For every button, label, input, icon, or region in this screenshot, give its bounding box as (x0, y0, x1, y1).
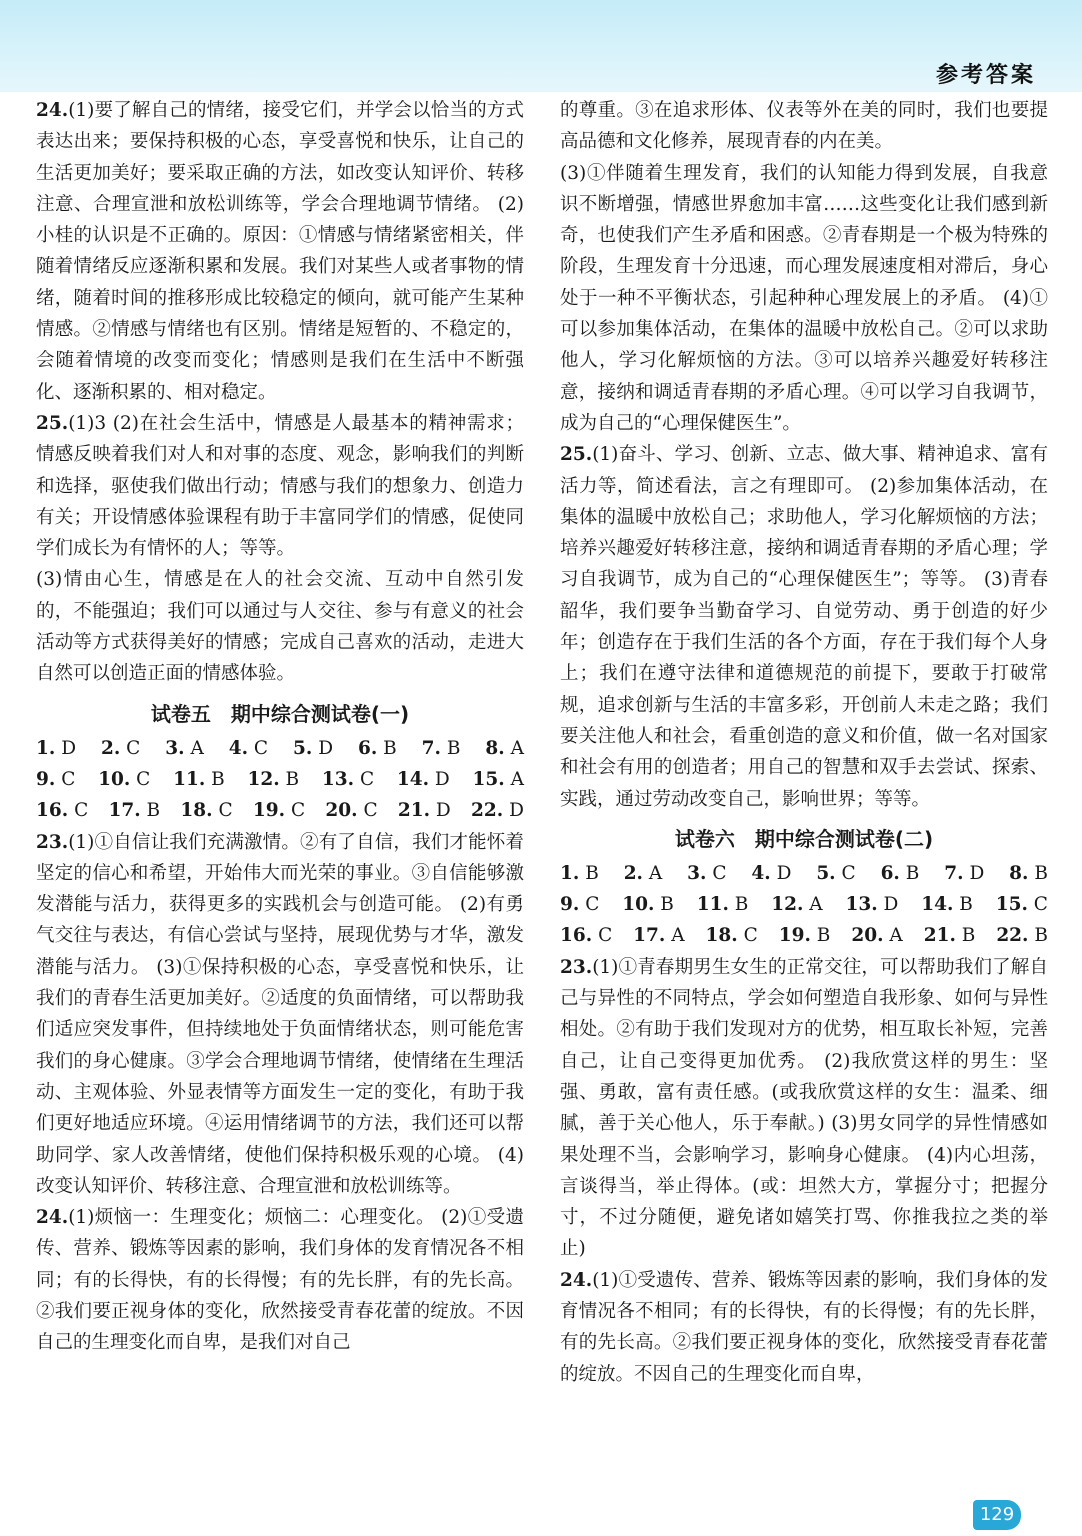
choice-answer (697, 889, 749, 920)
question-number: 9. (560, 894, 580, 916)
question-number: 9. (36, 768, 56, 790)
question-number: 22. (996, 925, 1029, 947)
header-band (0, 0, 1082, 92)
question-number: 8. (485, 737, 505, 759)
question-number: 14. (921, 894, 954, 916)
answer-letter: C (357, 800, 378, 822)
choice-answer (845, 889, 898, 920)
question-number: 1. (560, 862, 580, 884)
answer-row (560, 858, 1048, 889)
question-number: 4. (228, 737, 249, 759)
answer-letter: C (55, 768, 76, 790)
question-number: 17. (108, 800, 141, 822)
question-number: 3. (687, 862, 707, 884)
choice-answers-exam-5 (36, 733, 524, 827)
answer-paragraph (36, 1202, 524, 1358)
question-number: 17. (633, 925, 666, 947)
question-number: 2. (100, 737, 121, 759)
question-number: 12. (771, 894, 804, 916)
choice-answer (165, 733, 204, 764)
answer-row (560, 889, 1048, 920)
answer-letter: A (504, 768, 524, 790)
answer-letter: B (1028, 925, 1048, 947)
answer-letter: B (140, 800, 161, 822)
answer-paragraph (560, 439, 1048, 815)
question-number: 24. (560, 1269, 593, 1291)
choice-answer (180, 795, 232, 826)
choice-answer (398, 795, 451, 826)
question-number: 23. (560, 956, 593, 978)
choice-answer (944, 858, 984, 889)
answer-letter: D (429, 768, 450, 790)
choice-answer (851, 920, 902, 951)
choice-answer (779, 920, 831, 951)
choice-answer (36, 733, 76, 764)
answer-letter: C (835, 862, 856, 884)
choice-answer (751, 858, 791, 889)
answer-letter: A (504, 737, 524, 759)
answer-letter: D (770, 862, 792, 884)
question-number: 11. (696, 894, 729, 916)
answer-paragraph (36, 95, 524, 408)
question-number: 5. (293, 737, 313, 759)
answer-letter: C (68, 800, 89, 822)
choice-answer (36, 795, 88, 826)
choice-answer (622, 889, 674, 920)
question-number: 16. (36, 800, 69, 822)
answer-text: (1)要了解自己的情绪，接受它们，并学会以恰当的方式表达出来；要保持积极的心态，享受喜悦和快乐，让自己的生活更加美好；要采取正确的方法，如改变认知评价、转移注意、合理宣泄和放松训练等，学会合理地调节情绪。 (2)小桂的认识是不正确的。原因：①情感与情绪紧密相关，伴随着情绪反应逐渐积累和发展。我们对某些人或者事物的情绪，随着时间的推移形成比较稳定的倾向，就可能产生某种情感。②情感与情绪也有区别。情绪是短暂的、不稳定的，会随着情境的改变而变化；情感则是我们在生活中不断强化、逐渐积累的、相对稳定。 (36, 100, 524, 403)
question-number: 20. (851, 925, 884, 947)
answer-letter: A (184, 737, 204, 759)
answer-letter: D (963, 862, 985, 884)
choice-answer (816, 858, 855, 889)
choice-answer (293, 733, 333, 764)
choice-answer (996, 920, 1048, 951)
choice-answer (687, 858, 726, 889)
answer-letter: C (579, 894, 600, 916)
question-number: 6. (357, 737, 378, 759)
answer-letter: B (899, 862, 920, 884)
section-title-exam-5: 试卷五 期中综合测试卷(一) (150, 701, 410, 726)
choice-answer (996, 889, 1048, 920)
question-number: 13. (845, 894, 878, 916)
choice-answer (624, 858, 663, 889)
choice-answer (560, 889, 599, 920)
question-number: 8. (1009, 862, 1029, 884)
question-number: 10. (622, 894, 655, 916)
answer-paragraph (560, 952, 1048, 1265)
choice-answer (322, 764, 374, 795)
answer-letter: C (354, 768, 375, 790)
section-title-exam-6: 试卷六 期中综合测试卷(二) (674, 826, 934, 851)
answer-row (36, 764, 524, 795)
answer-letter: A (643, 862, 663, 884)
answer-letter: B (810, 925, 831, 947)
choice-answer (108, 795, 160, 826)
answer-letter: B (579, 862, 599, 884)
answer-letter: B (654, 894, 674, 916)
answer-letter: B (953, 894, 973, 916)
answer-letter: B (441, 737, 461, 759)
answer-letter: C (706, 862, 727, 884)
answer-letter: D (877, 894, 899, 916)
answer-letter: D (430, 800, 451, 822)
page-number: 129 (973, 1500, 1021, 1530)
question-number: 22. (471, 800, 504, 822)
answer-row (560, 920, 1048, 951)
question-number: 14. (396, 768, 430, 790)
question-number: 11. (173, 768, 206, 790)
choice-answer (1009, 858, 1048, 889)
choice-answer (706, 920, 758, 951)
answer-letter: D (55, 737, 77, 759)
answer-letter: A (883, 925, 903, 947)
question-number: 19. (778, 925, 811, 947)
choice-answer (485, 733, 524, 764)
answer-letter: C (212, 800, 233, 822)
choice-answer (633, 920, 684, 951)
question-number: 2. (623, 862, 644, 884)
question-number: 15. (995, 894, 1028, 916)
left-column (36, 95, 524, 1359)
question-number: 15. (472, 768, 505, 790)
answer-text: (1)奋斗、学习、创新、立志、做大事、精神追求、富有活力等，简述看法，言之有理即可。 (2)参加集体活动，在集体的温暖中放松自己；求助他人，学习化解烦恼的方法；培养兴趣爱好转移注意，接纳和调适青春期的矛盾心理；学习自我调节，成为自己的“心理保健医生”；等等。 (3)青春韶华，我们要争当勤奋学习、自觉劳动、勇于创造的好少年；创造存在于我们生活的各个方面，存在于我们每个人身上；我们在遵守法律和道德规范的前提下，要敢于打破常规，追求创新与生活的丰富多彩，开创前人未走之路；我们要关注他人和社会，看重创造的意义和价值，做一名对国家和社会有用的创造者；用自己的智慧和双手去尝试、探索、实践，通过劳动改变自己，影响世界；等等。 (560, 444, 1048, 810)
question-number: 4. (751, 862, 771, 884)
right-column (560, 95, 1048, 1390)
question-number: 1. (36, 737, 56, 759)
answer-paragraph (560, 95, 1048, 158)
choice-answer (36, 764, 75, 795)
answer-letter: B (955, 925, 976, 947)
choice-answer (560, 858, 599, 889)
question-number: 5. (816, 862, 836, 884)
answer-letter: D (503, 800, 524, 822)
answer-letter: A (665, 925, 685, 947)
answer-text: (1)①受遗传、营养、锻炼等因素的影响，我们身体的发育情况各不相同；有的长得快，有的长得慢；有的先长胖，有的先长高。②我们要正视身体的变化，欣然接受青春花蕾的绽放。不因自己的生理变化而自卑， (560, 1269, 1048, 1385)
answer-text: (1)烦恼一：生理变化；烦恼二：心理变化。 (2)①受遗传、营养、锻炼等因素的影响，我们身体的发育情况各不相同；有的长得快，有的长得慢；有的先长胖，有的先长高。②我们要正视身体的变化，欣然接受青春花蕾的绽放。不因自己的生理变化而自卑，是我们对自己 (36, 1207, 524, 1354)
question-number: 13. (321, 768, 355, 790)
answer-text: (1)①自信让我们充满激情。②有了自信，我们才能怀着坚定的信心和希望，开始伟大而光荣的事业。③自信能够激发潜能与活力，获得更多的实践机会与创造可能。 (2)有勇气交往与表达，有信心尝试与坚持，展现优势与才华，激发潜能与活力。 (3)①保持积极的心态，享受喜悦和快乐，让我们的青春生活更加美好。②适度的负面情绪，可以帮助我们适应突发事件，但持续地处于负面情绪状态，则可能危害我们的身心健康。③学会合理地调节情绪，使情绪在生理活动、主观体验、外显表情等方面发生一定的变化，有助于我们更好地适应环境。④运用情绪调节的方法，我们还可以帮助同学、家人改善情绪，使他们保持积极乐观的心境。 (4)改变认知评价、转移注意、合理宣泄和放松训练等。 (36, 831, 524, 1197)
question-number: 10. (98, 768, 131, 790)
question-number: 12. (247, 768, 280, 790)
question-number: 18. (705, 925, 738, 947)
question-number: 7. (421, 737, 441, 759)
choice-answer (471, 795, 524, 826)
answer-text: (3)①伴随着生理发育，我们的认知能力得到发展，自我意识不断增强，情感世界愈加丰富……这些变化让我们感到新奇，也使我们产生矛盾和困惑。②青春期是一个极为特殊的阶段，生理发育十分迅速，而心理发展速度相对滞后，身心处于一种不平衡状态，引起种种心理发展上的矛盾。 (4)①可以参加集体活动，在集体的温暖中放松自己。②可以求助他人，学习化解烦恼的方法。③可以培养兴趣爱好转移注意，接纳和调适青春期的矛盾心理。④可以学习自我调节，成为自己的“心理保健医生”。 (560, 162, 1048, 434)
answer-paragraph (560, 1265, 1048, 1390)
answer-letter: B (728, 894, 749, 916)
answer-letter: C (120, 737, 141, 759)
choice-answer (325, 795, 377, 826)
answer-text: 的尊重。③在追求形体、仪表等外在美的同时，我们也要提高品德和文化修养，展现青春的内在美。 (560, 100, 1048, 153)
answer-letter: B (377, 737, 397, 759)
answer-letter: C (130, 768, 151, 790)
answer-paragraph (36, 827, 524, 1203)
answer-text: (3)情由心生，情感是在人的社会交流、互动中自然引发的，不能强迫；我们可以通过与人交往、参与有意义的社会活动等方式获得美好的情感；完成自己喜欢的活动，走进大自然可以创造正面的情感体验。 (36, 569, 524, 685)
question-number: 24. (36, 1207, 69, 1229)
question-number: 7. (944, 862, 964, 884)
choice-answer (473, 764, 524, 795)
answer-paragraph (36, 408, 524, 564)
choice-answer (397, 764, 450, 795)
answer-text: (1)①青春期男生女生的正常交往，可以帮助我们了解自己与异性的不同特点，学会如何塑造自我形象、如何与异性相处。②有助于我们发现对方的优势，相互取长补短，完善自己，让自己变得更加优秀。 (2)我欣赏这样的男生：坚强、勇敢，富有责任感。(或我欣赏这样的女生：温柔、细腻，善于关心他人，乐于奉献。) (3)男女同学的异性情感如果处理不当，会影响学习，影响身心健康。 (4)内心坦荡，言谈得当，举止得体。(或：坦然大方，掌握分寸；把握分寸，不过分随便，避免诸如嬉笑打骂、你推我拉之类的举止) (560, 956, 1048, 1260)
choice-answer (771, 889, 822, 920)
answer-row (36, 733, 524, 764)
choice-answer (921, 889, 973, 920)
answer-letter: D (312, 737, 334, 759)
choice-answer (229, 733, 268, 764)
question-number: 23. (36, 831, 69, 853)
question-number: 25. (560, 444, 593, 466)
question-number: 21. (397, 800, 431, 822)
answer-letter: C (285, 800, 306, 822)
choice-answer (247, 764, 299, 795)
answer-letter: C (592, 925, 613, 947)
answer-letter: B (279, 768, 300, 790)
answer-paragraph (36, 564, 524, 689)
answer-paragraph (560, 158, 1048, 440)
choice-answer (98, 764, 150, 795)
choice-answer (253, 795, 305, 826)
answer-letter: B (1028, 862, 1048, 884)
choice-answer (924, 920, 976, 951)
answer-letter: A (803, 894, 823, 916)
question-number: 20. (325, 800, 358, 822)
choice-answer (881, 858, 920, 889)
answer-letter: C (1027, 894, 1048, 916)
answer-text: (1)3 (2)在社会生活中，情感是人最基本的精神需求；情感反映着我们对人和对事的态度、观念，影响我们的判断和选择，驱使我们做出行动；情感与我们的想象力、创造力有关；开设情感体验课程有助于丰富同学们的情感，促使同学们成长为有情怀的人；等等。 (36, 412, 524, 560)
answer-letter: B (205, 768, 225, 790)
question-number: 24. (36, 100, 69, 121)
header-title: 参考答案 (935, 63, 1036, 88)
question-number: 25. (36, 412, 69, 434)
question-number: 19. (252, 800, 286, 822)
choice-answer (173, 764, 225, 795)
answer-row (36, 795, 524, 826)
choice-answer (560, 920, 612, 951)
question-number: 21. (923, 925, 956, 947)
question-number: 6. (880, 862, 900, 884)
choice-answer (422, 733, 461, 764)
question-number: 18. (180, 800, 213, 822)
answer-letter: C (248, 737, 269, 759)
answer-letter: C (737, 925, 758, 947)
choice-answer (101, 733, 140, 764)
choice-answer (358, 733, 397, 764)
question-number: 16. (560, 925, 593, 947)
choice-answers-exam-6 (560, 858, 1048, 952)
question-number: 3. (165, 737, 185, 759)
